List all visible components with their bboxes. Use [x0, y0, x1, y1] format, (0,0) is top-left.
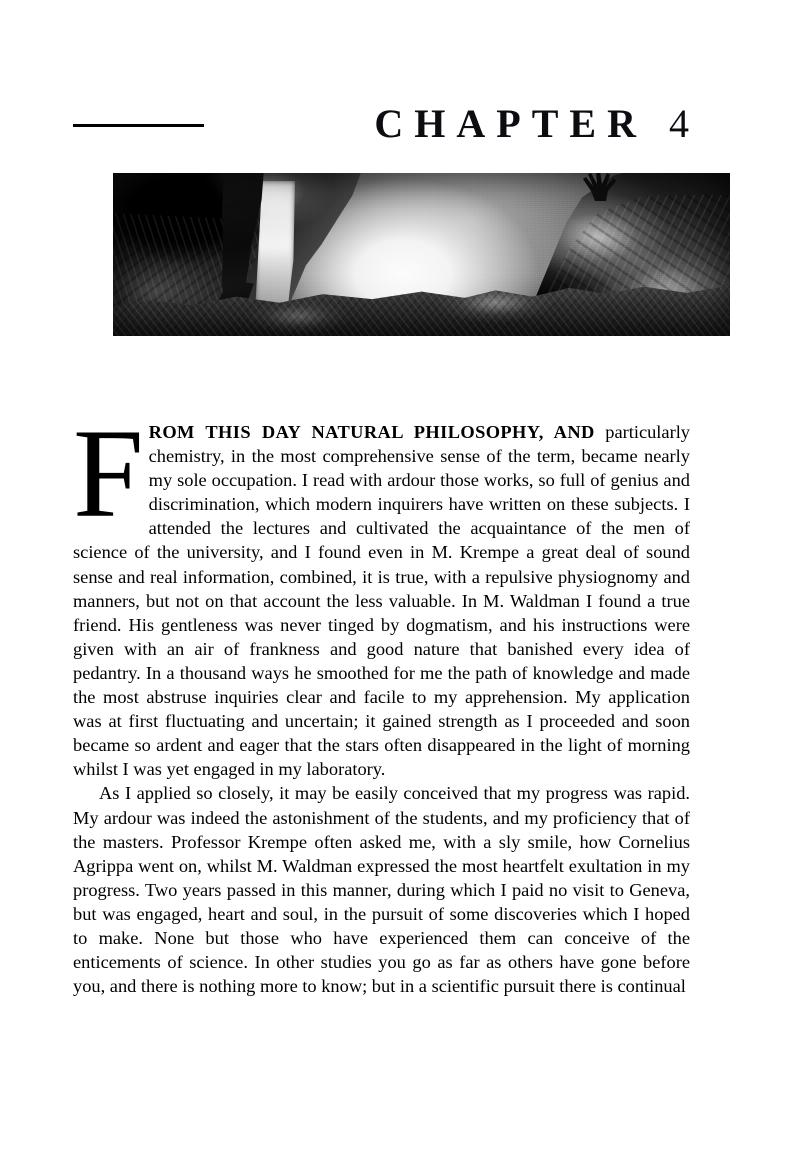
paragraph-2: [73, 781, 690, 998]
photo-scene: [113, 173, 730, 336]
photo-vignette-overlay: [113, 173, 730, 336]
paragraph-1: [73, 404, 691, 781]
opening-small-caps: ROM THIS DAY NATURAL PHILOSOPHY, AND: [148, 422, 595, 442]
body-text: [73, 404, 691, 998]
chapter-number: 4: [669, 101, 689, 146]
chapter-rule: [73, 124, 204, 127]
chapter-header: [73, 95, 690, 153]
paragraph-1-text: particularly chemistry, in the most comprehensive sense of the term, became nearly my sole occupation. I read with ardour those works, so full of genius and discrimination, which modern inquirers have written on these subjects. I attended the lectures and cultivated the acquaintance of the men of science of the university, and I found even in M. Krempe a great deal of sound sense and real information, combined, it is true, with a repulsive physiognomy and manners, but not on that account the less valuable. In M. Waldman I found a true friend. His gentleness was never tinged by dogmatism, and his instructions were given with an air of frankness and good nature that banished every idea of pedantry. In a thousand ways he smoothed for me the path of knowledge and made the most abstruse inquiries clear and facile to my apprehension. My application was at first fluctuating and uncertain; it gained strength as I proceeded and soon became so ardent and eager that the stars often disappeared in the light of morning whilst I was yet engaged in my laboratory.: [73, 422, 691, 780]
paragraph-2-text: As I applied so closely, it may be easily conceived that my progress was rapid. My ardour was indeed the astonishment of the students, and my proficiency that of the masters. Professor Krempe often asked me, with a sly smile, how Cornelius Agrippa went on, whilst M. Waldman expressed the most heartfelt exultation in my progress. Two years passed in this manner, during which I paid no visit to Geneva, but was engaged, heart and soul, in the pursuit of some discoveries which I hoped to make. None but those who have experienced them can conceive of the enticements of science. In other studies you go as far as others have gone before you, and there is nothing more to know; but in a scientific pursuit there is continual: [73, 783, 690, 997]
drop-cap-letter: F: [73, 404, 144, 544]
chapter-title: [204, 101, 690, 146]
chapter-photograph: [113, 173, 730, 336]
chapter-word: CHAPTER: [374, 101, 647, 146]
